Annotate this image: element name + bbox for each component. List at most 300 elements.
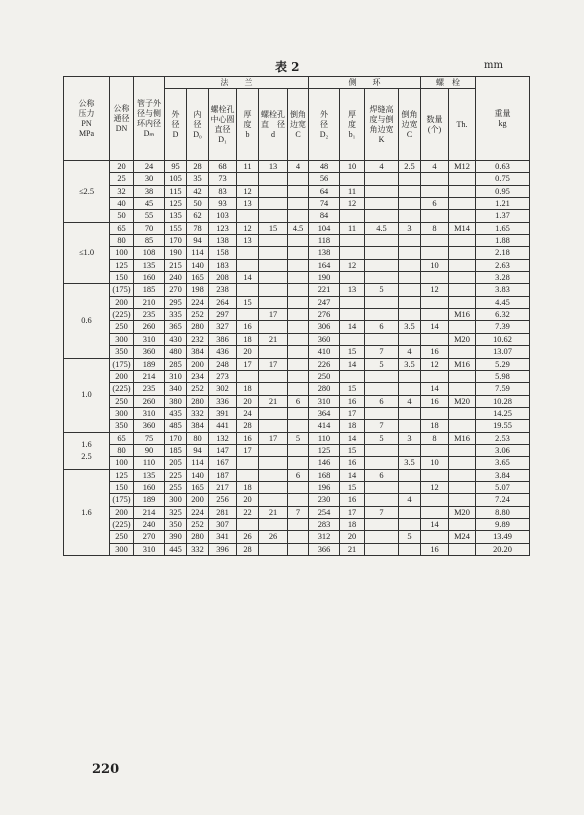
cell-d2: 247 (309, 296, 340, 308)
table-row (64, 432, 530, 444)
cell-d0: 280 (187, 531, 209, 543)
cell-dh: 21 (259, 506, 288, 518)
cell-dh (259, 407, 288, 419)
cell-d2: 360 (309, 333, 340, 345)
cell-dh (259, 321, 288, 333)
header-ring-od: 外 径 D₂ (309, 89, 340, 161)
cell-d2: 196 (309, 481, 340, 493)
cell-d: 325 (165, 506, 187, 518)
cell-d1: 83 (209, 185, 237, 197)
cell-rc (399, 198, 421, 210)
cell-k: 4.5 (365, 222, 399, 234)
cell-d0: 50 (187, 198, 209, 210)
cell-d1: 264 (209, 296, 237, 308)
cell-b1: 10 (340, 161, 365, 173)
cell-d2: 410 (309, 346, 340, 358)
cell-d0: 28 (187, 161, 209, 173)
cell-d0: 332 (187, 543, 209, 555)
cell-d2: 230 (309, 494, 340, 506)
page-number: 220 (92, 762, 120, 777)
cell-k (365, 494, 399, 506)
cell-rc (399, 407, 421, 419)
cell-th: M16 (449, 309, 476, 321)
header-chamfer: 倒角 边宽 C (288, 89, 309, 161)
cell-c (288, 247, 309, 259)
cell-n (421, 444, 449, 456)
cell-d1: 273 (209, 370, 237, 382)
cell-d0: 198 (187, 284, 209, 296)
cell-b1: 13 (340, 284, 365, 296)
cell-th (449, 259, 476, 271)
cell-n: 4 (421, 161, 449, 173)
cell-d0: 140 (187, 259, 209, 271)
cell-d2: 280 (309, 383, 340, 395)
cell-w: 0.63 (476, 161, 530, 173)
cell-rc (399, 296, 421, 308)
cell-b (237, 469, 259, 481)
cell-w: 2.53 (476, 432, 530, 444)
cell-c (288, 383, 309, 395)
cell-b: 14 (237, 272, 259, 284)
cell-th (449, 407, 476, 419)
header-bolt-circle: 螺栓孔 中心圆 直径 D₁ (209, 89, 237, 161)
cell-dm: 235 (134, 383, 165, 395)
cell-dh: 17 (259, 309, 288, 321)
cell-d2: 226 (309, 358, 340, 370)
cell-b: 28 (237, 543, 259, 555)
cell-w: 0.95 (476, 185, 530, 197)
table-row (64, 235, 530, 247)
table-row (64, 407, 530, 419)
cell-rc: 3.5 (399, 358, 421, 370)
cell-d2: 84 (309, 210, 340, 222)
cell-k (365, 235, 399, 247)
cell-b: 17 (237, 444, 259, 456)
cell-dn: (225) (110, 309, 134, 321)
cell-dn: 250 (110, 531, 134, 543)
table-row (64, 309, 530, 321)
cell-c: 6 (288, 469, 309, 481)
cell-k (365, 333, 399, 345)
cell-dh (259, 420, 288, 432)
cell-n (421, 272, 449, 284)
cell-c (288, 259, 309, 271)
cell-w: 2.63 (476, 259, 530, 271)
cell-b (237, 173, 259, 185)
cell-c (288, 309, 309, 321)
header-thickness: 厚 度 b (237, 89, 259, 161)
cell-dh (259, 210, 288, 222)
header-ring-thickness: 厚 度 b₁ (340, 89, 365, 161)
cell-n (421, 506, 449, 518)
cell-dn: 350 (110, 346, 134, 358)
cell-n (421, 494, 449, 506)
cell-dn: 350 (110, 420, 134, 432)
cell-rc (399, 284, 421, 296)
cell-c (288, 272, 309, 284)
cell-n: 12 (421, 284, 449, 296)
cell-dm: 214 (134, 506, 165, 518)
cell-k: 7 (365, 346, 399, 358)
cell-d: 95 (165, 161, 187, 173)
table-row (64, 383, 530, 395)
table-row (64, 173, 530, 185)
cell-b1 (340, 309, 365, 321)
cell-d1: 341 (209, 531, 237, 543)
cell-rc (399, 370, 421, 382)
cell-rc (399, 444, 421, 456)
cell-d: 255 (165, 481, 187, 493)
unit-label: mm (484, 60, 503, 71)
cell-th (449, 185, 476, 197)
cell-d1: 396 (209, 543, 237, 555)
cell-d0: 232 (187, 333, 209, 345)
table-row (64, 420, 530, 432)
cell-dn: 200 (110, 370, 134, 382)
cell-d: 430 (165, 333, 187, 345)
cell-d: 365 (165, 321, 187, 333)
cell-dm: 90 (134, 444, 165, 456)
cell-d2: 138 (309, 247, 340, 259)
header-flange-od: 外 径 D (165, 89, 187, 161)
cell-b: 26 (237, 531, 259, 543)
cell-th (449, 543, 476, 555)
cell-c (288, 346, 309, 358)
cell-c (288, 333, 309, 345)
cell-c (288, 543, 309, 555)
cell-b: 13 (237, 235, 259, 247)
cell-w: 4.45 (476, 296, 530, 308)
cell-n: 8 (421, 222, 449, 234)
header-pn: 公称 压力 PN MPa (64, 77, 110, 161)
cell-th: M16 (449, 358, 476, 370)
cell-k (365, 210, 399, 222)
cell-d: 105 (165, 173, 187, 185)
cell-n: 18 (421, 420, 449, 432)
cell-dm: 214 (134, 370, 165, 382)
table-row (64, 222, 530, 234)
cell-dn: 50 (110, 210, 134, 222)
cell-w: 7.59 (476, 383, 530, 395)
cell-dm: 55 (134, 210, 165, 222)
table-row (64, 469, 530, 481)
cell-d2: 190 (309, 272, 340, 284)
cell-dm: 75 (134, 432, 165, 444)
cell-dn: (175) (110, 358, 134, 370)
cell-d2: 306 (309, 321, 340, 333)
cell-k (365, 309, 399, 321)
cell-d: 115 (165, 185, 187, 197)
cell-dn: (175) (110, 284, 134, 296)
cell-dm: 360 (134, 420, 165, 432)
cell-w: 13.07 (476, 346, 530, 358)
cell-d1: 103 (209, 210, 237, 222)
cell-dh (259, 518, 288, 530)
cell-w: 2.18 (476, 247, 530, 259)
table-row (64, 370, 530, 382)
cell-b1 (340, 296, 365, 308)
cell-d: 390 (165, 531, 187, 543)
cell-w: 5.29 (476, 358, 530, 370)
cell-dn: 150 (110, 272, 134, 284)
cell-dn: 300 (110, 333, 134, 345)
cell-dh (259, 346, 288, 358)
cell-n (421, 469, 449, 481)
cell-dh (259, 444, 288, 456)
cell-d0: 200 (187, 358, 209, 370)
cell-th (449, 383, 476, 395)
cell-n (421, 185, 449, 197)
cell-d2: 164 (309, 259, 340, 271)
cell-th (449, 235, 476, 247)
cell-b1: 12 (340, 198, 365, 210)
cell-k (365, 198, 399, 210)
cell-w: 1.37 (476, 210, 530, 222)
flange-spec-table (63, 76, 530, 556)
cell-th (449, 469, 476, 481)
cell-c (288, 370, 309, 382)
cell-b1 (340, 333, 365, 345)
cell-w: 5.98 (476, 370, 530, 382)
cell-dm: 160 (134, 272, 165, 284)
cell-th (449, 494, 476, 506)
cell-dm: 260 (134, 321, 165, 333)
cell-d2: 310 (309, 395, 340, 407)
cell-dn: 80 (110, 444, 134, 456)
cell-c (288, 407, 309, 419)
cell-rc: 3 (399, 222, 421, 234)
cell-rc: 2.5 (399, 161, 421, 173)
cell-d2: 366 (309, 543, 340, 555)
cell-th (449, 370, 476, 382)
table-row (64, 543, 530, 555)
cell-n: 10 (421, 259, 449, 271)
cell-b1: 18 (340, 518, 365, 530)
pn-cell: 1.6 (64, 469, 110, 555)
cell-c (288, 185, 309, 197)
cell-w: 19.55 (476, 420, 530, 432)
cell-d: 205 (165, 457, 187, 469)
cell-dn: (225) (110, 518, 134, 530)
cell-w: 13.49 (476, 531, 530, 543)
cell-b1: 16 (340, 395, 365, 407)
cell-dn: 65 (110, 432, 134, 444)
cell-b: 13 (237, 198, 259, 210)
cell-c (288, 198, 309, 210)
cell-d0: 224 (187, 296, 209, 308)
cell-d1: 158 (209, 247, 237, 259)
cell-n (421, 210, 449, 222)
header-ring-chamfer: 倒角 边宽 C (399, 89, 421, 161)
cell-dm: 85 (134, 235, 165, 247)
pn-cell: ≤1.0 (64, 222, 110, 284)
cell-d: 285 (165, 358, 187, 370)
cell-d2: 110 (309, 432, 340, 444)
cell-rc (399, 173, 421, 185)
cell-b1 (340, 173, 365, 185)
cell-d1: 302 (209, 383, 237, 395)
cell-d0: 114 (187, 457, 209, 469)
cell-b: 24 (237, 407, 259, 419)
cell-d: 295 (165, 296, 187, 308)
cell-dh (259, 469, 288, 481)
cell-dh (259, 272, 288, 284)
cell-rc (399, 247, 421, 259)
cell-dh (259, 173, 288, 185)
cell-d0: 114 (187, 247, 209, 259)
cell-c (288, 284, 309, 296)
cell-b: 16 (237, 432, 259, 444)
cell-d2: 64 (309, 185, 340, 197)
cell-d2: 312 (309, 531, 340, 543)
cell-th: M20 (449, 506, 476, 518)
cell-w: 3.28 (476, 272, 530, 284)
table-row (64, 358, 530, 370)
cell-rc: 3.5 (399, 321, 421, 333)
cell-dh (259, 457, 288, 469)
cell-d1: 297 (209, 309, 237, 321)
cell-d1: 391 (209, 407, 237, 419)
cell-d1: 436 (209, 346, 237, 358)
cell-b (237, 370, 259, 382)
cell-b: 18 (237, 383, 259, 395)
cell-rc (399, 543, 421, 555)
cell-b (237, 259, 259, 271)
cell-d1: 327 (209, 321, 237, 333)
cell-b1 (340, 272, 365, 284)
cell-dn: (175) (110, 494, 134, 506)
cell-d0: 42 (187, 185, 209, 197)
cell-dm: 110 (134, 457, 165, 469)
cell-b1: 18 (340, 420, 365, 432)
cell-b1: 21 (340, 543, 365, 555)
cell-d1: 138 (209, 235, 237, 247)
cell-b (237, 309, 259, 321)
cell-d0: 384 (187, 346, 209, 358)
cell-rc (399, 383, 421, 395)
cell-c (288, 210, 309, 222)
cell-d0: 94 (187, 235, 209, 247)
cell-dh (259, 198, 288, 210)
cell-d1: 217 (209, 481, 237, 493)
cell-th: M20 (449, 395, 476, 407)
cell-rc: 3.5 (399, 457, 421, 469)
cell-k: 5 (365, 284, 399, 296)
cell-d1: 187 (209, 469, 237, 481)
cell-w: 14.25 (476, 407, 530, 419)
cell-n: 12 (421, 358, 449, 370)
cell-d0: 224 (187, 506, 209, 518)
cell-d1: 132 (209, 432, 237, 444)
cell-w: 9.89 (476, 518, 530, 530)
cell-n (421, 370, 449, 382)
cell-w: 8.80 (476, 506, 530, 518)
cell-dh: 21 (259, 333, 288, 345)
cell-rc: 4 (399, 395, 421, 407)
cell-d0: 78 (187, 222, 209, 234)
cell-rc (399, 469, 421, 481)
cell-dm: 135 (134, 259, 165, 271)
cell-dm: 189 (134, 494, 165, 506)
table-row (64, 161, 530, 173)
cell-b1: 16 (340, 457, 365, 469)
cell-d2: 104 (309, 222, 340, 234)
cell-k (365, 531, 399, 543)
cell-b: 12 (237, 185, 259, 197)
table-row (64, 198, 530, 210)
cell-dh: 17 (259, 432, 288, 444)
cell-d: 335 (165, 309, 187, 321)
cell-d0: 140 (187, 469, 209, 481)
cell-rc (399, 420, 421, 432)
cell-dm: 240 (134, 518, 165, 530)
cell-w: 1.21 (476, 198, 530, 210)
cell-k (365, 247, 399, 259)
cell-w: 1.88 (476, 235, 530, 247)
cell-dh: 21 (259, 395, 288, 407)
cell-b: 22 (237, 506, 259, 518)
cell-k (365, 370, 399, 382)
cell-dh (259, 185, 288, 197)
cell-dn: 100 (110, 247, 134, 259)
cell-k: 7 (365, 420, 399, 432)
cell-k: 6 (365, 321, 399, 333)
table-row (64, 284, 530, 296)
cell-rc: 3 (399, 432, 421, 444)
cell-dh (259, 296, 288, 308)
cell-c (288, 173, 309, 185)
cell-c (288, 296, 309, 308)
table-row (64, 531, 530, 543)
cell-d: 155 (165, 222, 187, 234)
cell-d1: 441 (209, 420, 237, 432)
cell-dn: 25 (110, 173, 134, 185)
cell-th (449, 247, 476, 259)
cell-n: 14 (421, 321, 449, 333)
cell-d0: 62 (187, 210, 209, 222)
cell-dn: 65 (110, 222, 134, 234)
cell-b1: 14 (340, 469, 365, 481)
header-flange-id: 内 径 D₀ (187, 89, 209, 161)
table-row (64, 346, 530, 358)
cell-n: 16 (421, 346, 449, 358)
cell-th: M14 (449, 222, 476, 234)
cell-k: 7 (365, 506, 399, 518)
cell-dn: 40 (110, 198, 134, 210)
cell-th (449, 444, 476, 456)
cell-n (421, 309, 449, 321)
cell-d1: 307 (209, 518, 237, 530)
cell-dm: 270 (134, 531, 165, 543)
cell-b1: 15 (340, 346, 365, 358)
header-weight: 重量 kg (476, 77, 530, 161)
table-row (64, 321, 530, 333)
cell-rc (399, 309, 421, 321)
header-dn: 公称 通径 DN (110, 77, 134, 161)
cell-dm: 135 (134, 469, 165, 481)
cell-d0: 200 (187, 494, 209, 506)
cell-b: 20 (237, 494, 259, 506)
cell-n: 16 (421, 395, 449, 407)
cell-b: 18 (237, 333, 259, 345)
table-row (64, 506, 530, 518)
cell-n (421, 531, 449, 543)
cell-rc (399, 235, 421, 247)
cell-c: 4.5 (288, 222, 309, 234)
cell-d: 380 (165, 395, 187, 407)
cell-dh: 13 (259, 161, 288, 173)
table-row (64, 296, 530, 308)
